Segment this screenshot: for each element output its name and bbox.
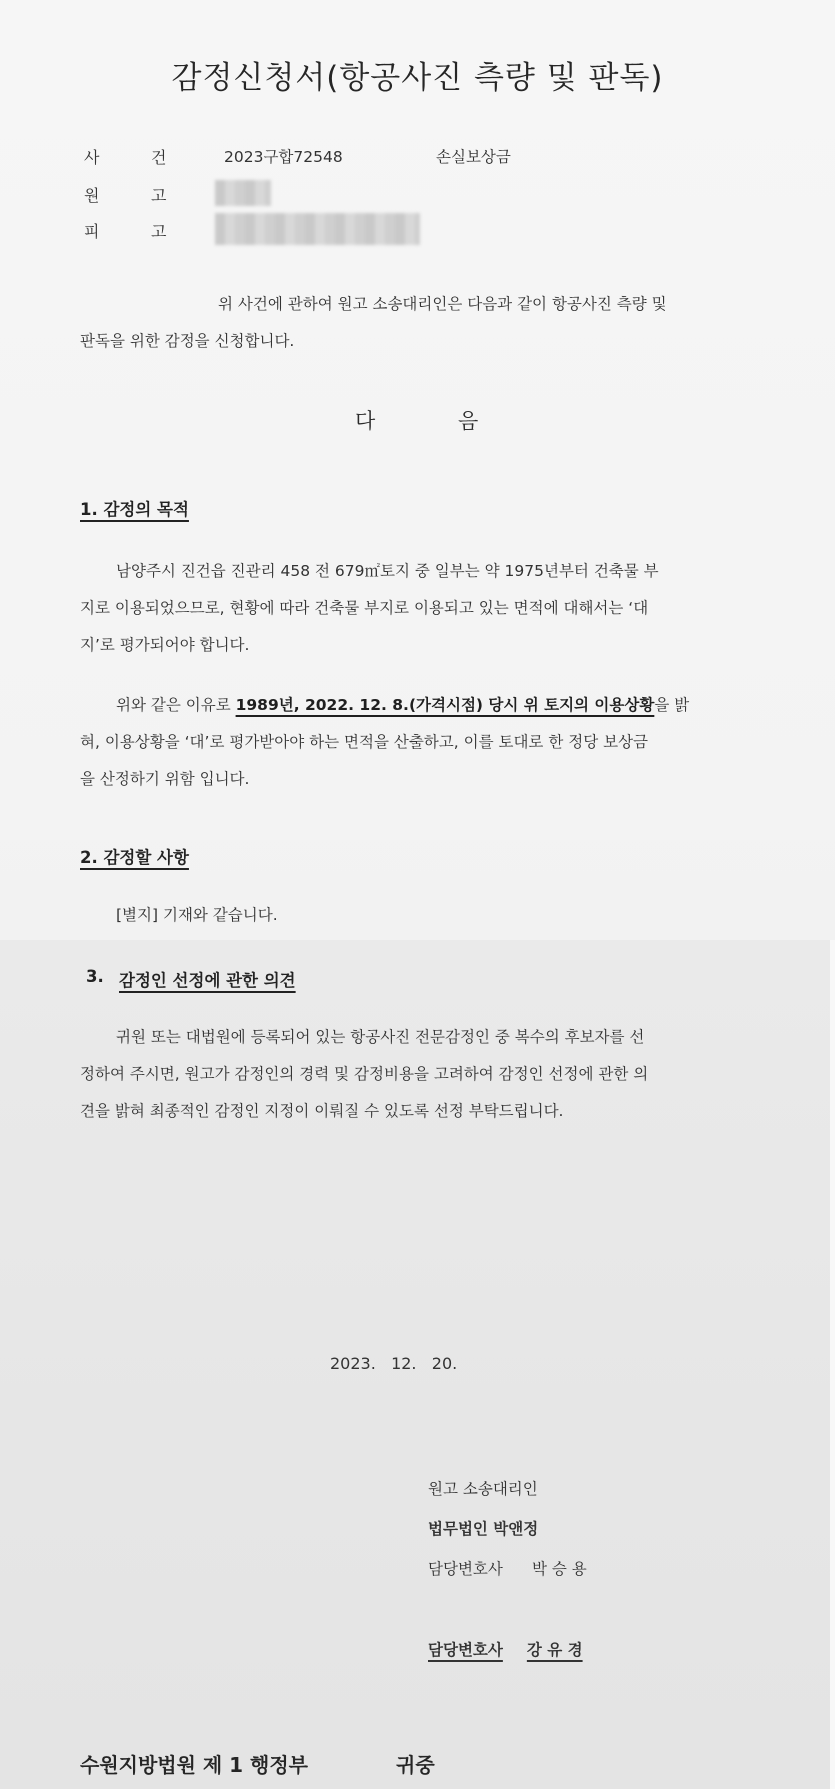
case-number: 2023구합72548 [224, 148, 343, 166]
heading-eum: 음 [458, 409, 479, 433]
filing-date: 2023. 12. 20. [330, 1354, 458, 1373]
section-1-p1-line-3: 지’로 평가되어야 합니다. [80, 636, 250, 654]
section-1-p2-line-1 [116, 687, 689, 724]
plaintiff-label-char-2: 고 [151, 186, 167, 205]
section-1-heading: 1. 감정의 목적 [80, 500, 189, 519]
law-firm-name: 법무법인 박앤정 [428, 1520, 539, 1538]
plaintiff-label-char-1: 원 [84, 186, 100, 205]
addressee-court: 수원지방법원 제 1 행정부 [80, 1753, 309, 1777]
case-label-char-1: 사 [84, 148, 100, 167]
section-3-line-3: 견을 밝혀 최종적인 감정인 지정이 이뤄질 수 있도록 선정 부탁드립니다. [80, 1102, 564, 1120]
attorney-1-name: 박 승 용 [532, 1560, 587, 1578]
addressee-suffix: 귀중 [396, 1753, 435, 1777]
attorney-1-title: 담당변호사 [428, 1560, 503, 1578]
heading-da: 다 [355, 409, 376, 433]
section-3-number: 3. [86, 967, 104, 986]
section-2-body: [별지] 기재와 같습니다. [116, 906, 278, 924]
section-1-p1-line-2: 지로 이용되었으므로, 현황에 따라 건축물 부지로 이용되고 있는 면적에 대해서는 ‘대 [80, 599, 649, 617]
case-name: 손실보상금 [436, 148, 511, 166]
p2-suffix: 을 밝 [654, 696, 690, 714]
scan-edge [830, 940, 835, 1789]
plaintiff-name-redacted [215, 180, 271, 206]
defendant-label-char-1: 피 [84, 222, 100, 241]
signature-role: 원고 소송대리인 [428, 1480, 538, 1498]
p2-emphasis: 1989년, 2022. 12. 8.(가격시점) 당시 위 토지의 이용상황 [235, 696, 655, 714]
section-1-p2-line-3: 을 산정하기 위함 입니다. [80, 770, 250, 788]
section-3-line-1: 귀원 또는 대법원에 등록되어 있는 항공사진 전문감정인 중 복수의 후보자를 선 [116, 1028, 645, 1046]
section-1-p1-line-1: 남양주시 진건읍 진관리 458 전 679㎡토지 중 일부는 약 1975년부터 건축물 부 [116, 562, 659, 580]
p2-prefix: 위와 같은 이유로 [116, 696, 236, 714]
attorney-2-signature [428, 1638, 583, 1660]
defendant-label-char-2: 고 [151, 222, 167, 241]
case-label-char-2: 건 [151, 148, 167, 167]
intro-line-2: 판독을 위한 감정을 신청합니다. [80, 332, 295, 350]
defendant-name-redacted [215, 213, 420, 245]
section-1-p2-line-2: 혀, 이용상황을 ‘대’로 평가받아야 하는 면적을 산출하고, 이를 토대로 한 정당 보상금 [80, 733, 649, 751]
section-3-line-2: 정하여 주시면, 원고가 감정인의 경력 및 감정비용을 고려하여 감정인 선정에 관한 의 [80, 1065, 649, 1083]
section-3-heading: 감정인 선정에 관한 의견 [119, 971, 296, 990]
document-title: 감정신청서(항공사진 측량 및 판독) [171, 60, 664, 96]
section-2-heading: 2. 감정할 사항 [80, 848, 189, 867]
intro-line-1: 위 사건에 관하여 원고 소송대리인은 다음과 같이 항공사진 측량 및 [218, 295, 667, 313]
attorney-2-name: 강 유 경 [526, 1641, 583, 1659]
attorney-2-title: 담당변호사 [428, 1641, 503, 1659]
